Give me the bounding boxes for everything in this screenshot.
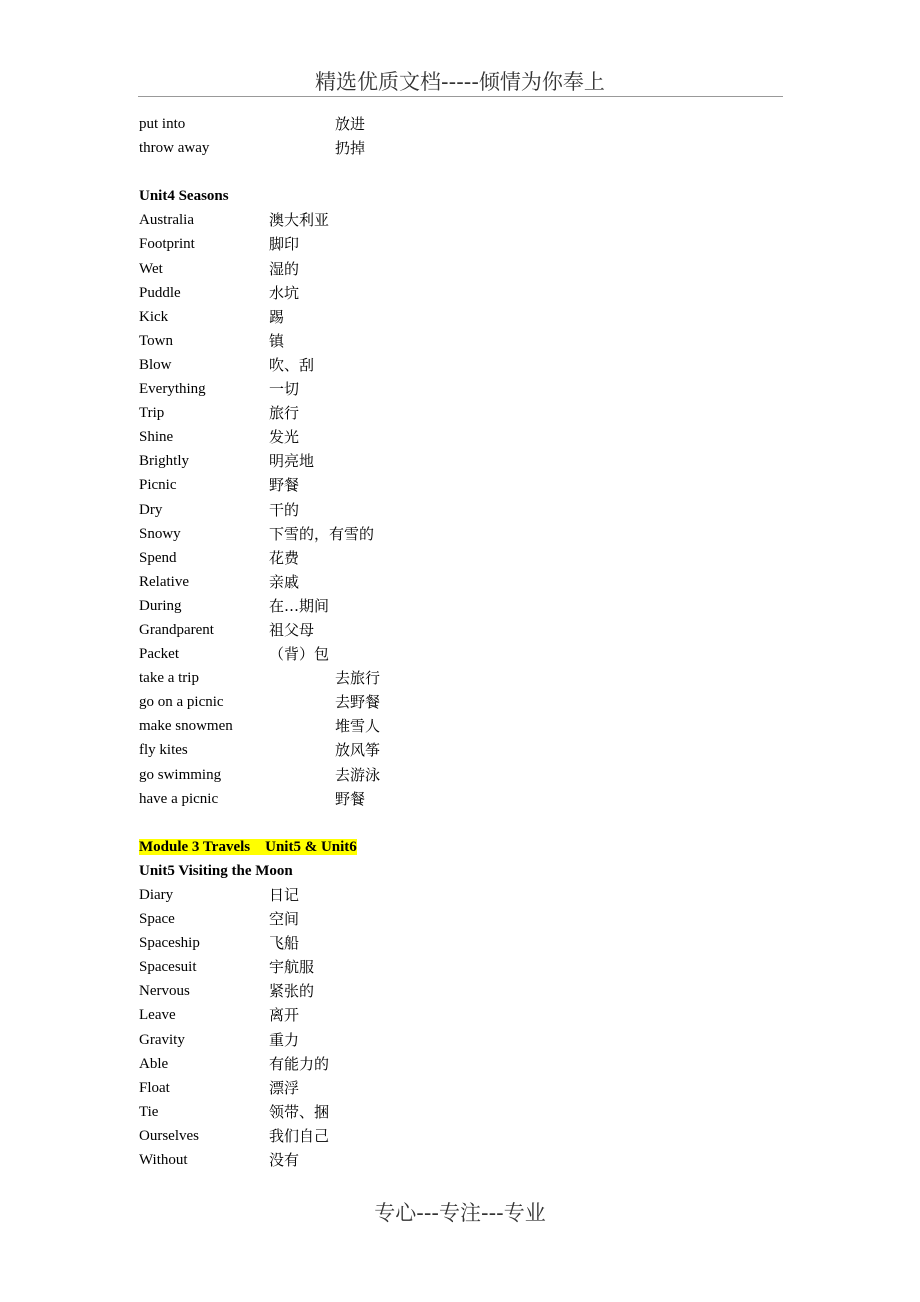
- list-item: [139, 955, 779, 979]
- list-item: [139, 208, 779, 232]
- unit5-word-list: [139, 883, 779, 1172]
- english-term: Float: [139, 1079, 170, 1096]
- list-item: [139, 522, 779, 546]
- list-item: [139, 1100, 779, 1124]
- english-term: Trip: [139, 405, 165, 422]
- english-term: Dry: [139, 501, 163, 518]
- chinese-meaning: 紧张的: [269, 982, 315, 1001]
- english-term: Spaceship: [139, 935, 200, 952]
- chinese-meaning: 去旅行: [335, 669, 381, 688]
- english-term: Packet: [139, 646, 179, 663]
- page-header: 精选优质文档-----倾情为你奉上: [315, 70, 605, 94]
- english-term: throw away: [139, 140, 210, 157]
- english-term: Gravity: [139, 1031, 185, 1048]
- chinese-meaning: 重力: [269, 1030, 300, 1049]
- chinese-meaning: 扔掉: [335, 139, 366, 158]
- list-item: [139, 618, 779, 642]
- chinese-meaning: 漂浮: [269, 1078, 300, 1097]
- english-term: Everything: [139, 381, 206, 398]
- list-item: [139, 112, 779, 136]
- chinese-meaning: 发光: [269, 428, 300, 447]
- english-term: Able: [139, 1055, 169, 1072]
- spacer: [139, 160, 779, 184]
- list-item: [139, 907, 779, 931]
- chinese-meaning: 我们自己: [269, 1126, 330, 1145]
- chinese-meaning: 澳大利亚: [269, 211, 330, 230]
- list-item: [139, 1076, 779, 1100]
- chinese-meaning: 镇: [269, 331, 285, 350]
- english-term: Shine: [139, 429, 174, 446]
- module3-heading: [139, 835, 779, 859]
- chinese-meaning: 明亮地: [269, 452, 315, 471]
- chinese-meaning: 放风筝: [335, 741, 381, 760]
- list-item: [139, 642, 779, 666]
- english-term: Town: [139, 332, 173, 349]
- list-item: [139, 401, 779, 425]
- chinese-meaning: 宇航服: [269, 958, 315, 977]
- chinese-meaning: 下雪的，有雪的: [269, 524, 375, 543]
- chinese-meaning: 湿的: [269, 259, 300, 278]
- list-item: [139, 931, 779, 955]
- english-term: Picnic: [139, 477, 177, 494]
- vocabulary-list: [139, 112, 779, 1172]
- chinese-meaning: 去游泳: [335, 765, 381, 784]
- chinese-meaning: 野餐: [269, 476, 300, 495]
- english-term: Wet: [139, 260, 163, 277]
- english-term: Relative: [139, 573, 189, 590]
- english-term: Brightly: [139, 453, 190, 470]
- chinese-meaning: 旅行: [269, 404, 300, 423]
- list-item: [139, 1028, 779, 1052]
- unit4-phrase-list: [139, 666, 779, 811]
- list-item: [139, 425, 779, 449]
- chinese-meaning: 亲戚: [269, 572, 300, 591]
- module3-heading-text: Module 3 Travels Unit5 & Unit6: [139, 838, 357, 855]
- list-item: [139, 763, 779, 787]
- chinese-meaning: 堆雪人: [335, 717, 381, 736]
- chinese-meaning: 吹、刮: [269, 355, 315, 374]
- chinese-meaning: 空间: [269, 910, 300, 929]
- english-term: make snowmen: [139, 718, 233, 735]
- chinese-meaning: 去野餐: [335, 693, 381, 712]
- chinese-meaning: 干的: [269, 500, 300, 519]
- unit4-word-list: [139, 208, 779, 666]
- list-item: [139, 883, 779, 907]
- list-item: [139, 281, 779, 305]
- header-divider: [138, 96, 783, 97]
- list-item: [139, 449, 779, 473]
- list-item: [139, 305, 779, 329]
- unit5-heading: Unit5 Visiting the Moon: [139, 862, 293, 879]
- english-term: Australia: [139, 212, 194, 229]
- chinese-meaning: 没有: [269, 1151, 300, 1170]
- chinese-meaning: 离开: [269, 1006, 300, 1025]
- english-term: Diary: [139, 887, 174, 903]
- unit4-heading: Unit4 Seasons: [139, 188, 229, 205]
- english-term: Nervous: [139, 983, 190, 1000]
- english-term: Kick: [139, 308, 169, 325]
- english-term: During: [139, 597, 182, 614]
- list-item: [139, 787, 779, 811]
- chinese-meaning: （背）包: [269, 645, 330, 664]
- english-term: Without: [139, 1152, 188, 1169]
- chinese-meaning: 在…期间: [269, 596, 330, 615]
- english-term: Snowy: [139, 525, 181, 542]
- english-term: Spacesuit: [139, 959, 197, 976]
- english-term: Spend: [139, 549, 177, 566]
- list-item: [139, 1052, 779, 1076]
- chinese-meaning: 领带、捆: [269, 1102, 330, 1121]
- chinese-meaning: 祖父母: [269, 620, 315, 639]
- english-term: Blow: [139, 356, 172, 373]
- list-item: [139, 257, 779, 281]
- list-item: [139, 979, 779, 1003]
- chinese-meaning: 日记: [269, 886, 300, 904]
- list-item: [139, 690, 779, 714]
- list-item: [139, 594, 779, 618]
- list-item: [139, 136, 779, 160]
- list-item: [139, 473, 779, 497]
- top-phrase-list: [139, 112, 779, 160]
- list-item: [139, 666, 779, 690]
- list-item: [139, 1124, 779, 1148]
- chinese-meaning: 一切: [269, 380, 300, 399]
- english-term: Puddle: [139, 284, 181, 301]
- english-term: go swimming: [139, 766, 222, 783]
- english-term: Grandparent: [139, 621, 214, 638]
- english-term: Space: [139, 911, 175, 928]
- list-item: [139, 377, 779, 401]
- spacer: [139, 811, 779, 835]
- english-term: take a trip: [139, 670, 199, 687]
- page-footer: 专心---专注---专业: [374, 1201, 546, 1225]
- english-term: Footprint: [139, 236, 195, 253]
- english-term: go on a picnic: [139, 694, 224, 711]
- list-item: [139, 353, 779, 377]
- list-item: [139, 1003, 779, 1027]
- chinese-meaning: 脚印: [269, 235, 300, 254]
- chinese-meaning: 水坑: [269, 283, 300, 302]
- chinese-meaning: 有能力的: [269, 1054, 330, 1073]
- list-item: [139, 546, 779, 570]
- english-term: fly kites: [139, 742, 188, 759]
- english-term: Leave: [139, 1007, 176, 1024]
- english-term: put into: [139, 116, 186, 132]
- chinese-meaning: 放进: [335, 115, 366, 133]
- list-item: [139, 738, 779, 762]
- chinese-meaning: 飞船: [269, 934, 300, 953]
- chinese-meaning: 野餐: [335, 789, 366, 808]
- english-term: have a picnic: [139, 790, 219, 807]
- chinese-meaning: 花费: [269, 548, 300, 567]
- list-item: [139, 232, 779, 256]
- list-item: [139, 714, 779, 738]
- chinese-meaning: 踢: [269, 307, 285, 326]
- english-term: Ourselves: [139, 1127, 199, 1144]
- english-term: Tie: [139, 1103, 159, 1120]
- list-item: [139, 1148, 779, 1172]
- list-item: [139, 570, 779, 594]
- list-item: [139, 329, 779, 353]
- list-item: [139, 498, 779, 522]
